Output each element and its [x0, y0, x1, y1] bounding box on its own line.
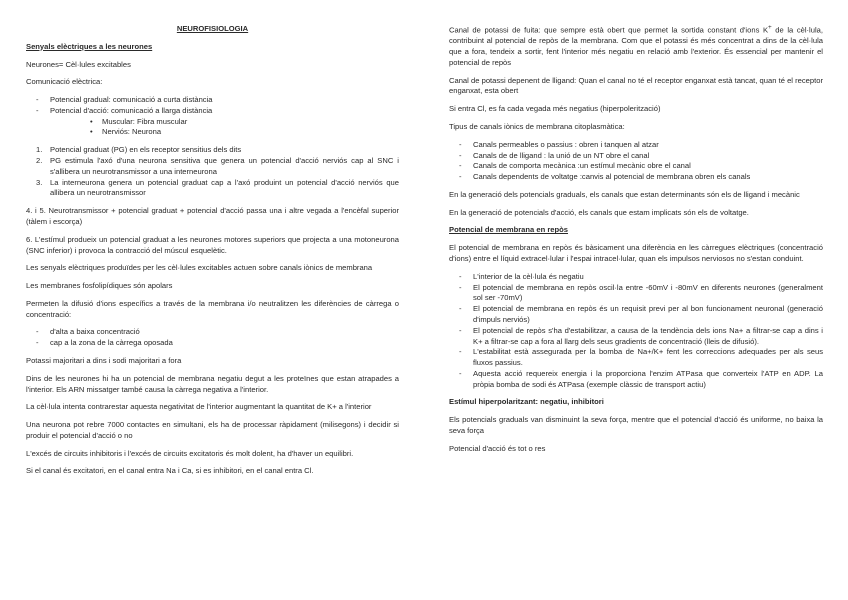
document-title: NEUROFISIOLOGIA: [176, 24, 249, 33]
list-difusio: [26, 327, 399, 349]
paragraph-potassi: Potassi majoritari a dins i sodi majoritari a fora: [26, 355, 182, 365]
paragraph-canal-fuita: [449, 24, 823, 69]
list-repos: [449, 272, 823, 391]
list-item-canals-mecanica: - Canals de comporta mecànica :un estímul mecànic obre el canal: [449, 161, 823, 172]
paragraph-generacio-accio: En la generació de potencials d'acció, els canals que estam implicats són els de voltatge.: [449, 207, 749, 217]
list-item-canals-lligand: - Canals de de lligand : la unió de un NT obre el canal: [449, 151, 823, 162]
paragraph-difusio: Permeten la difusió d'ions específics a través de la membrana i/o neutralitzen les diferències de càrrega o concentració:: [26, 298, 399, 319]
list-item-carrega: - cap a la zona de la càrrega oposada: [26, 338, 399, 349]
list-item-muscular: • Muscular: Fibra muscular: [50, 117, 399, 128]
section-heading-senyals: Senyals elèctriques a les neurones: [26, 41, 153, 51]
list-item-concentracio: - d'alta a baixa concentració: [26, 327, 399, 338]
section-heading-repos: Potencial de membrana en repòs: [449, 225, 569, 235]
superscript-plus: +: [768, 24, 772, 31]
paragraph-comunicacio: Comunicació elèctrica:: [26, 77, 103, 87]
paragraph-exces-circuits: L'excés de circuits inhibitoris i l'excés de circuits excitatoris és molt dolent, ha d'haver un equilibri.: [26, 448, 354, 458]
paragraph-potencials-graduals: Els potencials graduals van disminuint la seva força, mentre que el potencial d'acció és uniforme, no baixa la seva força: [449, 415, 823, 435]
paragraph-cellula: La cèl·lula intenta contrarestar aquesta negativitat de l'interior augmentant la quantitat de K+ a l'interior: [26, 402, 372, 412]
list-item-interior-negatiu: - L'interior de la cèl·lula és negatiu: [449, 272, 823, 283]
numbered-item-text: PG estimula l'axó d'una neurona sensitiva que genera un potencial d'acció nerviós cap al SNC i s'allibera un neurotransmissor a una interneurona: [50, 156, 399, 176]
paragraph-membranes: Les membranes fosfolipídiques són apolars: [26, 281, 173, 291]
list-item-oscil-la: - El potencial de membrana en repòs oscil·la entre -60mV i -80mV en diferents neurones (generalment sol ser -70mV): [449, 283, 823, 305]
paragraph-dins-neurones: Dins de les neurones hi ha un potencial de membrana negatiu degut a les proteïnes que estan atrapades a l'interior. Els ARN missatger també causa la càrrega negativa a l'interior.: [26, 373, 399, 394]
list-item-requisit: - El potencial de membrana en repòs és un requisit previ per al bon funcionament neuronal (generació d'impuls nerviós): [449, 304, 823, 326]
list-item-potencial-accio: [26, 106, 399, 138]
list-item-atpasa: - Aquesta acció requereix energia i la proporciona l'enzim ATPasa que converteix l'ATP en ADP. La pròpia bomba de sodi és ATPasa (exemple clàssic de transport actiu): [449, 369, 823, 391]
paragraph-4-5: 4. i 5. Neurotransmissor + potencial graduat + potencial d'acció passa una i altre vegada a l'encèfal superior (tàlem i escorça): [26, 206, 399, 226]
numbered-item-3: 3. La interneurona genera un potencial graduat cap a l'axó produint un potencial d'acció nerviós que allibera un neurotransmissor: [36, 177, 399, 198]
list-item-bomba: - L'estabilitat està assegurada per la bomba de Na+/K+ fent les correccions adequades per als seus fluxos passius.: [449, 347, 823, 369]
numbered-item-text: Potencial graduat (PG) en els receptor sensitius dels dits: [50, 145, 242, 155]
paragraph-senyals: Les senyals elèctriques produïdes per les cèl·lules excitables actuen sobre canals iònics de membrana: [26, 263, 373, 273]
numbered-item-2: 2. PG estimula l'axó d'una neurona sensitiva que genera un potencial d'acció nerviós cap al SNC i s'allibera un neurotransmissor a una interneurona: [36, 156, 399, 176]
right-column: [449, 24, 823, 462]
paragraph-entra-cl: Si entra Cl, es fa cada vegada més negatius (hiperpolerització): [449, 104, 661, 114]
numbered-item-1: 1. Potencial graduat (PG) en els receptor sensitius dels dits: [36, 145, 242, 155]
paragraph-estimul-hiperpolaritzant: Estímul hiperpolaritzant: negatiu, inhibitori: [449, 397, 604, 407]
list-item-canals-passius: - Canals permeables o passius : obren i tanquen al atzar: [449, 140, 823, 151]
list-item-text: Potencial d'acció: comunicació a llarga distància: [50, 105, 213, 115]
paragraph-potencial-repos: El potencial de membrana en repòs és bàsicament una diferència en les càrregues elèctriques (concentració d'ions) entre el líquid extracel·lular i l'espai intracel·lular, quan els impulsos nerviosos no s'estan conduint.: [449, 243, 823, 264]
list-comunicacio: [26, 95, 399, 138]
paragraph-generacio-graduals: En la generació dels potencials graduals, els canals que estan determinants són els de lligand i mecànic: [449, 189, 800, 199]
list-item-potencial-gradual: - Potencial gradual: comunicació a curta distància: [26, 95, 399, 106]
numbered-list: [26, 145, 399, 199]
paragraph-neurones: Neurones= Cèl·lules excitables: [26, 59, 131, 69]
sublist-accio: [50, 117, 399, 139]
paragraph-canal-excitatori: Si el canal és excitatori, en el canal entra Na i Ca, si es inhibitori, en el canal entra Cl.: [26, 466, 314, 476]
list-item-estabilitzar: - El potencial de repòs s'ha d'estabilitzar, a causa de la tendència dels ions Na+ a filtrar-se cap a dins i K+ a filtrar-se cap a fora al llarg dels seus gradients de concentració (lleis de difusió).: [449, 326, 823, 348]
list-item-nervios: • Nerviós: Neurona: [50, 127, 399, 138]
numbered-item-text: La interneurona genera un potencial graduat cap a l'axó produint un potencial d'acció nerviós que allibera un neurotransmissor: [50, 177, 399, 198]
paragraph-tipus-canals: Tipus de canals iònics de membrana citoplasmàtica:: [449, 122, 625, 131]
text-fuita-a: Canal de potassi de fuita: que sempre està obert que permet la sortida constant d'ions K: [449, 25, 769, 35]
list-tipus-canals: [449, 140, 823, 183]
paragraph-7000-contactes: Una neurona pot rebre 7000 contactes en simultani, els ha de processar ràpidament (milisegons) i decidir si produir el potencial d'acció o no: [26, 420, 399, 440]
paragraph-6: 6. L'estímul produeix un potencial graduat a les neurones motores superiors que projecta a una motoneurona (SNC inferior) i provoca la contracció del múscul esquelètic.: [26, 234, 399, 255]
list-item-canals-voltatge: - Canals dependents de voltatge :canvis al potencial de membrana obren els canals: [449, 172, 823, 183]
text-fuita-b: de la cèl·lula, contribuint al potencial de repòs de la membrana. Com que el potassi és més concentrat a dins de la cèl·lula que a fora, tendeix a sortir, fent l'interior més negatiu en relació amb l'exterior. És essencial per mantenir el potencial de repòs: [449, 25, 823, 67]
paragraph-tot-o-res: Potencial d'acció és tot o res: [449, 443, 546, 453]
paragraph-canal-lligand: Canal de potassi depenent de lligand: Quan el canal no té el receptor enganxat està tancat, quan té el receptor enganxat, esta obert: [449, 75, 823, 96]
left-column: [26, 24, 399, 484]
